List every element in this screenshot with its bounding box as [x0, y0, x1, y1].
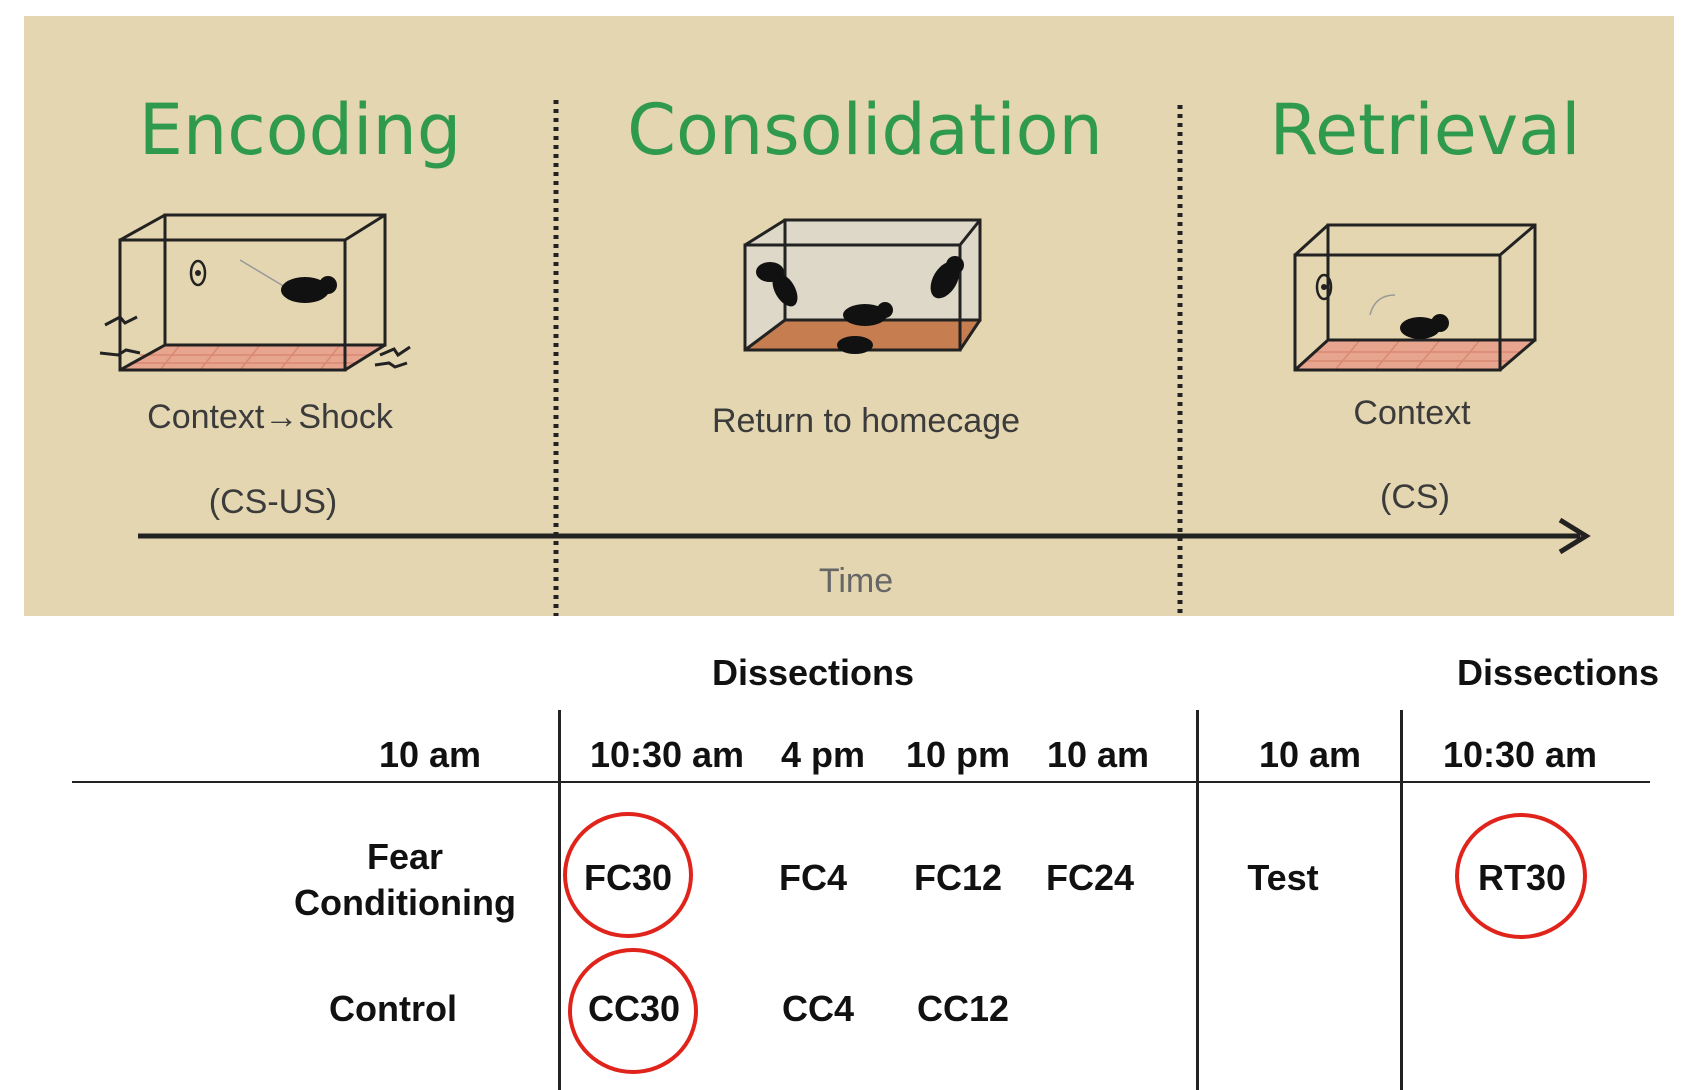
time-axis-label: Time: [818, 562, 894, 600]
header-divider: [72, 781, 1650, 783]
cell-fc4: FC4: [778, 857, 848, 898]
cell-fc30: FC30: [583, 857, 673, 898]
dissections-header-1: Dissections: [711, 652, 915, 693]
time-header: 10:30 am: [1442, 734, 1598, 775]
highlight-circle-fc30: [563, 812, 693, 938]
retrieval-cage-icon: [1290, 220, 1550, 400]
consolidation-caption: Return to homecage: [711, 402, 1021, 440]
time-header: 10 am: [378, 734, 482, 775]
encoding-cage-icon: [100, 205, 420, 385]
cell-test: Test: [1247, 857, 1319, 898]
highlight-circle-cc30: [568, 948, 698, 1074]
highlight-circle-rt30: [1455, 813, 1587, 939]
time-header: 10 am: [1046, 734, 1150, 775]
time-header: 10 pm: [905, 734, 1011, 775]
time-header: 4 pm: [780, 734, 866, 775]
cell-cc12: CC12: [916, 988, 1010, 1029]
phase-title-retrieval: Retrieval: [1269, 89, 1581, 171]
cell-rt30: RT30: [1477, 857, 1567, 898]
row-label-line: Conditioning: [294, 882, 516, 923]
phase-title-consolidation: Consolidation: [627, 89, 1103, 171]
row-label-line: Fear: [366, 836, 444, 877]
cell-fc24: FC24: [1045, 857, 1135, 898]
phase-title-encoding: Encoding: [138, 89, 462, 171]
column-divider: [1400, 710, 1403, 1090]
cell-fc12: FC12: [913, 857, 1003, 898]
time-header: 10 am: [1258, 734, 1362, 775]
encoding-caption: Context→Shock: [147, 398, 393, 436]
dissections-header-2: Dissections: [1456, 652, 1660, 693]
cell-cc4: CC4: [781, 988, 855, 1029]
cell-cc30: CC30: [587, 988, 681, 1029]
time-header: 10:30 am: [589, 734, 745, 775]
row-label-control: Control: [329, 988, 457, 1029]
retrieval-subcaption: (CS): [1380, 478, 1450, 516]
row-label-fear-conditioning: [280, 834, 530, 926]
column-divider: [1196, 710, 1199, 1090]
homecage-icon: [740, 210, 1000, 390]
column-divider: [558, 710, 561, 1090]
retrieval-caption: Context: [1353, 394, 1471, 432]
encoding-subcaption: (CS-US): [208, 483, 338, 521]
